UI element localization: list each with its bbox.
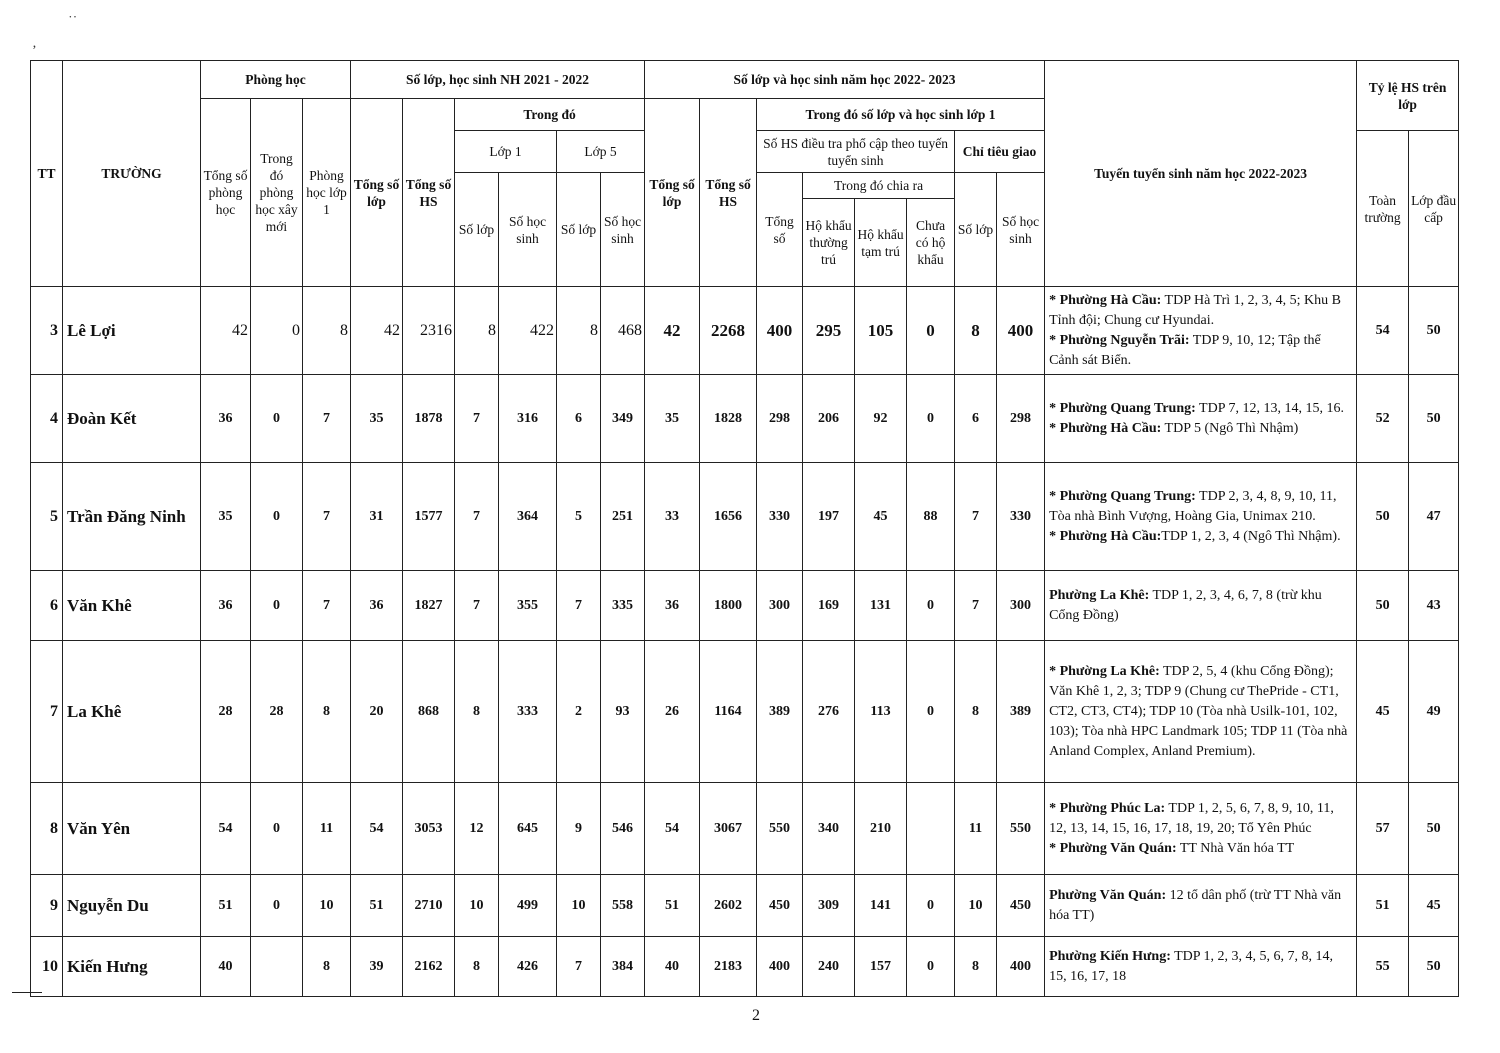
cell-c7: 333: [499, 641, 557, 783]
header-tuyen-sinh: Tuyến tuyển sinh năm học 2022-2023: [1045, 61, 1357, 287]
header-lop-dau-cap: Lớp đầu cấp: [1409, 131, 1459, 287]
cell-c10: 35: [645, 375, 700, 463]
ward-name: * Phường Hà Cầu:: [1049, 292, 1162, 308]
enrollment-area: [1045, 287, 1357, 375]
cell-c17: 400: [997, 287, 1045, 375]
cell-c2: 0: [251, 783, 303, 875]
cell-c4: 36: [351, 571, 403, 641]
cell-c9: 558: [601, 875, 645, 937]
cell-c1: 36: [201, 571, 251, 641]
ratio-first-grade: 50: [1409, 937, 1459, 997]
scan-mark: ˙˙: [68, 14, 78, 29]
cell-c7: 364: [499, 463, 557, 571]
cell-c12: 400: [757, 287, 803, 375]
cell-c2: 0: [251, 875, 303, 937]
table-row: [31, 937, 1459, 997]
cell-c17: 550: [997, 783, 1045, 875]
cell-c14: 210: [855, 783, 907, 875]
area-line: [1049, 839, 1352, 859]
row-tt: 4: [31, 375, 63, 463]
header-lop1: Lớp 1: [455, 131, 557, 173]
cell-c9: 93: [601, 641, 645, 783]
cell-c16: 8: [955, 287, 997, 375]
ward-name: * Phường Văn Quán:: [1049, 840, 1177, 856]
cell-c3: 7: [303, 571, 351, 641]
enrollment-table: [30, 60, 1459, 997]
cell-c9: 468: [601, 287, 645, 375]
cell-c16: 7: [955, 463, 997, 571]
row-tt: 5: [31, 463, 63, 571]
school-name: Trần Đăng Ninh: [63, 463, 201, 571]
cell-c17: 400: [997, 937, 1045, 997]
cell-c4: 54: [351, 783, 403, 875]
area-line: [1049, 947, 1352, 987]
header-trong-do: Trong đó: [455, 99, 645, 131]
ratio-school: 50: [1357, 571, 1409, 641]
ward-name: * Phường La Khê:: [1049, 663, 1160, 679]
cell-c11: 1800: [700, 571, 757, 641]
cell-c12: 389: [757, 641, 803, 783]
cell-c14: 105: [855, 287, 907, 375]
ward-details: TDP 2, 5, 4 (khu Cổng Đồng); Văn Khê 1, 2, 3; TDP 9 (Chung cư ThePride - CT1, CT2, CT3, CT4); TDP 10 (Tòa nhà Usilk-101, 102, 103); Tòa nhà HPC Landmark 105; TDP 11 (Tòa nhà Anland Complex, Anland Premium).: [1049, 663, 1348, 759]
cell-c8: 2: [557, 641, 601, 783]
ratio-first-grade: 49: [1409, 641, 1459, 783]
ward-name: * Phường Phúc La:: [1049, 800, 1166, 816]
ward-details: TDP 1, 2, 3, 4, 6, 7, 8 (trừ khu Cổng Đồng): [1049, 587, 1322, 623]
cell-c15: [907, 783, 955, 875]
table-row: [31, 375, 1459, 463]
cell-c15: 88: [907, 463, 955, 571]
cell-c2: 0: [251, 287, 303, 375]
table-row: [31, 463, 1459, 571]
cell-c13: 340: [803, 783, 855, 875]
school-name: La Khê: [63, 641, 201, 783]
ward-name: * Phường Quang Trung:: [1049, 400, 1196, 416]
header-lop5: Lớp 5: [557, 131, 645, 173]
ward-details: TT Nhà Văn hóa TT: [1176, 840, 1295, 856]
cell-c11: 1656: [700, 463, 757, 571]
cell-c14: 141: [855, 875, 907, 937]
cell-c12: 400: [757, 937, 803, 997]
ward-name: * Phường Hà Cầu:: [1049, 420, 1162, 436]
area-line: [1049, 331, 1352, 371]
ratio-first-grade: 50: [1409, 375, 1459, 463]
cell-c3: 8: [303, 641, 351, 783]
ward-name: * Phường Quang Trung:: [1049, 488, 1196, 504]
header-ct-so-lop: Số lớp: [955, 173, 997, 287]
header-tong-so-hs: Tổng số HS: [403, 99, 455, 287]
cell-c15: 0: [907, 875, 955, 937]
cell-c2: 0: [251, 463, 303, 571]
scan-mark: ‚: [32, 36, 37, 51]
cell-c2: 0: [251, 375, 303, 463]
ward-name: * Phường Hà Cầu:: [1049, 528, 1162, 544]
ward-name: Phường La Khê:: [1049, 587, 1150, 603]
ratio-school: 45: [1357, 641, 1409, 783]
cell-c11: 1164: [700, 641, 757, 783]
ratio-first-grade: 45: [1409, 875, 1459, 937]
cell-c2: 28: [251, 641, 303, 783]
cell-c8: 7: [557, 937, 601, 997]
cell-c5: 1827: [403, 571, 455, 641]
cell-c16: 7: [955, 571, 997, 641]
cell-c15: 0: [907, 571, 955, 641]
cell-c16: 6: [955, 375, 997, 463]
header-tong-so: Tổng số: [757, 173, 803, 287]
cell-c10: 26: [645, 641, 700, 783]
header-phong-hoc: Phòng học: [201, 61, 351, 99]
cell-c4: 31: [351, 463, 403, 571]
cell-c11: 2602: [700, 875, 757, 937]
row-tt: 7: [31, 641, 63, 783]
ratio-school: 55: [1357, 937, 1409, 997]
header-tam-tru: Hộ khẩu tạm trú: [855, 199, 907, 287]
area-line: [1049, 487, 1352, 527]
ratio-first-grade: 50: [1409, 783, 1459, 875]
table-row: [31, 571, 1459, 641]
cell-c6: 7: [455, 375, 499, 463]
cell-c5: 2316: [403, 287, 455, 375]
cell-c5: 2162: [403, 937, 455, 997]
cell-c1: 51: [201, 875, 251, 937]
header-l1-so-hs: Số học sinh: [499, 173, 557, 287]
cell-c13: 206: [803, 375, 855, 463]
cell-c14: 92: [855, 375, 907, 463]
cell-c6: 12: [455, 783, 499, 875]
cell-c11: 1828: [700, 375, 757, 463]
ratio-first-grade: 43: [1409, 571, 1459, 641]
cell-c16: 11: [955, 783, 997, 875]
ratio-school: 57: [1357, 783, 1409, 875]
row-tt: 3: [31, 287, 63, 375]
header-tong-so-lop-2: Tổng số lớp: [645, 99, 700, 287]
enrollment-area: [1045, 571, 1357, 641]
cell-c11: 2183: [700, 937, 757, 997]
area-line: [1049, 886, 1352, 926]
row-tt: 6: [31, 571, 63, 641]
header-trong-do-lop1: Trong đó số lớp và học sinh lớp 1: [757, 99, 1045, 131]
cell-c1: 54: [201, 783, 251, 875]
header-toan-truong: Toàn trường: [1357, 131, 1409, 287]
cell-c17: 389: [997, 641, 1045, 783]
cell-c9: 546: [601, 783, 645, 875]
header-tong-so-phong: Tổng số phòng học: [201, 99, 251, 287]
header-tong-so-hs-2: Tổng số HS: [700, 99, 757, 287]
cell-c17: 450: [997, 875, 1045, 937]
cell-c8: 7: [557, 571, 601, 641]
cell-c6: 7: [455, 463, 499, 571]
cell-c6: 10: [455, 875, 499, 937]
cell-c10: 40: [645, 937, 700, 997]
cell-c3: 7: [303, 375, 351, 463]
ward-details: TDP 7, 12, 13, 14, 15, 16.: [1195, 400, 1344, 416]
cell-c7: 316: [499, 375, 557, 463]
table-row: [31, 875, 1459, 937]
cell-c1: 42: [201, 287, 251, 375]
cell-c10: 42: [645, 287, 700, 375]
cell-c5: 2710: [403, 875, 455, 937]
cell-c16: 8: [955, 641, 997, 783]
header-phong-lop1: Phòng học lớp 1: [303, 99, 351, 287]
ward-details: TDP Hà Trì 1, 2, 3, 4, 5; Khu B Tỉnh đội; Chung cư Hyundai.: [1049, 292, 1341, 328]
header-chia-ra: Trong đó chia ra: [803, 173, 955, 199]
cell-c11: 3067: [700, 783, 757, 875]
cell-c4: 42: [351, 287, 403, 375]
cell-c2: 0: [251, 571, 303, 641]
cell-c15: 0: [907, 937, 955, 997]
row-tt: 9: [31, 875, 63, 937]
header-xay-moi: Trong đó phòng học xây mới: [251, 99, 303, 287]
area-line: [1049, 291, 1352, 331]
cell-c10: 51: [645, 875, 700, 937]
cell-c16: 8: [955, 937, 997, 997]
cell-c7: 499: [499, 875, 557, 937]
area-line: [1049, 399, 1352, 419]
cell-c12: 300: [757, 571, 803, 641]
cell-c3: 10: [303, 875, 351, 937]
cell-c7: 645: [499, 783, 557, 875]
cell-c8: 6: [557, 375, 601, 463]
page-number: 2: [752, 1007, 760, 1024]
area-line: [1049, 662, 1352, 762]
header-tong-so-lop: Tổng số lớp: [351, 99, 403, 287]
header-ct-so-hs: Số học sinh: [997, 173, 1045, 287]
ward-name: Phường Văn Quán:: [1049, 887, 1167, 903]
cell-c11: 2268: [700, 287, 757, 375]
ward-details: TDP 1, 2, 3, 4, 5, 6, 7, 8, 14, 15, 16, 17, 18: [1049, 948, 1334, 984]
cell-c4: 35: [351, 375, 403, 463]
cell-c7: 422: [499, 287, 557, 375]
header-l5-so-hs: Số học sinh: [601, 173, 645, 287]
cell-c8: 9: [557, 783, 601, 875]
ward-details: TDP 1, 2, 5, 6, 7, 8, 9, 10, 11, 12, 13, 14, 15, 16, 17, 18, 19, 20; Tổ Yên Phúc: [1049, 800, 1334, 836]
enrollment-area: [1045, 875, 1357, 937]
cell-c9: 251: [601, 463, 645, 571]
header-ty-le: Tỷ lệ HS trên lớp: [1357, 61, 1459, 131]
cell-c1: 28: [201, 641, 251, 783]
table-row: [31, 641, 1459, 783]
cell-c17: 330: [997, 463, 1045, 571]
cell-c14: 113: [855, 641, 907, 783]
school-name: Văn Yên: [63, 783, 201, 875]
cell-c9: 384: [601, 937, 645, 997]
header-l5-so-lop: Số lớp: [557, 173, 601, 287]
cell-c3: 11: [303, 783, 351, 875]
cell-c14: 157: [855, 937, 907, 997]
header-nh-2022: Số lớp và học sinh năm học 2022- 2023: [645, 61, 1045, 99]
cell-c13: 309: [803, 875, 855, 937]
area-line: [1049, 586, 1352, 626]
cell-c10: 36: [645, 571, 700, 641]
ratio-school: 51: [1357, 875, 1409, 937]
school-name: Văn Khê: [63, 571, 201, 641]
row-tt: 8: [31, 783, 63, 875]
enrollment-area: [1045, 463, 1357, 571]
cell-c16: 10: [955, 875, 997, 937]
cell-c14: 45: [855, 463, 907, 571]
cell-c12: 330: [757, 463, 803, 571]
cell-c15: 0: [907, 641, 955, 783]
cell-c10: 33: [645, 463, 700, 571]
header-truong: TRƯỜNG: [63, 61, 201, 287]
cell-c2: [251, 937, 303, 997]
cell-c9: 349: [601, 375, 645, 463]
cell-c1: 40: [201, 937, 251, 997]
header-l1-so-lop: Số lớp: [455, 173, 499, 287]
ward-details: 12 tổ dân phố (trừ TT Nhà văn hóa TT): [1049, 887, 1342, 923]
cell-c6: 8: [455, 937, 499, 997]
ward-name: * Phường Nguyễn Trãi:: [1049, 332, 1190, 348]
enrollment-table-page: [30, 60, 1458, 997]
cell-c13: 295: [803, 287, 855, 375]
cell-c8: 8: [557, 287, 601, 375]
cell-c4: 51: [351, 875, 403, 937]
cell-c15: 0: [907, 375, 955, 463]
cell-c14: 131: [855, 571, 907, 641]
ward-name: Phường Kiến Hưng:: [1049, 948, 1171, 964]
school-name: Lê Lợi: [63, 287, 201, 375]
cell-c17: 300: [997, 571, 1045, 641]
area-line: [1049, 527, 1352, 547]
table-row: [31, 287, 1459, 375]
cell-c1: 35: [201, 463, 251, 571]
cell-c1: 36: [201, 375, 251, 463]
cell-c10: 54: [645, 783, 700, 875]
cell-c13: 276: [803, 641, 855, 783]
area-line: [1049, 799, 1352, 839]
ratio-first-grade: 47: [1409, 463, 1459, 571]
cell-c4: 20: [351, 641, 403, 783]
area-line: [1049, 419, 1352, 439]
cell-c6: 8: [455, 287, 499, 375]
cell-c5: 1577: [403, 463, 455, 571]
cell-c12: 298: [757, 375, 803, 463]
cell-c7: 426: [499, 937, 557, 997]
cell-c9: 335: [601, 571, 645, 641]
table-row: [31, 783, 1459, 875]
cell-c8: 5: [557, 463, 601, 571]
header-nh-2021: Số lớp, học sinh NH 2021 - 2022: [351, 61, 645, 99]
header-tt: TT: [31, 61, 63, 287]
header-chua-co: Chưa có hộ khẩu: [907, 199, 955, 287]
enrollment-area: [1045, 375, 1357, 463]
school-name: Kiến Hưng: [63, 937, 201, 997]
header-thuong-tru: Hộ khẩu thường trú: [803, 199, 855, 287]
ward-details: TDP 2, 3, 4, 8, 9, 10, 11, Tòa nhà Bình Vượng, Hoàng Gia, Unimax 210.: [1049, 488, 1337, 524]
cell-c5: 1878: [403, 375, 455, 463]
cell-c12: 550: [757, 783, 803, 875]
cell-c12: 450: [757, 875, 803, 937]
enrollment-area: [1045, 937, 1357, 997]
ratio-school: 50: [1357, 463, 1409, 571]
ratio-school: 54: [1357, 287, 1409, 375]
school-name: Nguyễn Du: [63, 875, 201, 937]
cell-c4: 39: [351, 937, 403, 997]
ward-details: TDP 5 (Ngô Thì Nhậm): [1161, 420, 1299, 436]
cell-c13: 240: [803, 937, 855, 997]
cell-c13: 169: [803, 571, 855, 641]
cell-c3: 7: [303, 463, 351, 571]
enrollment-area: [1045, 641, 1357, 783]
cell-c6: 7: [455, 571, 499, 641]
cell-c15: 0: [907, 287, 955, 375]
ratio-school: 52: [1357, 375, 1409, 463]
cell-c3: 8: [303, 287, 351, 375]
bottom-line: [12, 992, 42, 993]
school-name: Đoàn Kết: [63, 375, 201, 463]
cell-c3: 8: [303, 937, 351, 997]
cell-c5: 3053: [403, 783, 455, 875]
header-chi-tieu: Chỉ tiêu giao: [955, 131, 1045, 173]
cell-c6: 8: [455, 641, 499, 783]
ratio-first-grade: 50: [1409, 287, 1459, 375]
cell-c17: 298: [997, 375, 1045, 463]
ward-details: TDP 9, 10, 12; Tập thể Cảnh sát Biển.: [1049, 332, 1321, 368]
cell-c7: 355: [499, 571, 557, 641]
cell-c5: 868: [403, 641, 455, 783]
enrollment-area: [1045, 783, 1357, 875]
cell-c13: 197: [803, 463, 855, 571]
ward-details: TDP 1, 2, 3, 4 (Ngô Thì Nhậm).: [1161, 528, 1341, 544]
row-tt: 10: [31, 937, 63, 997]
cell-c8: 10: [557, 875, 601, 937]
header-dieu-tra: Số HS điều tra phổ cập theo tuyến tuyển sinh: [757, 131, 955, 173]
